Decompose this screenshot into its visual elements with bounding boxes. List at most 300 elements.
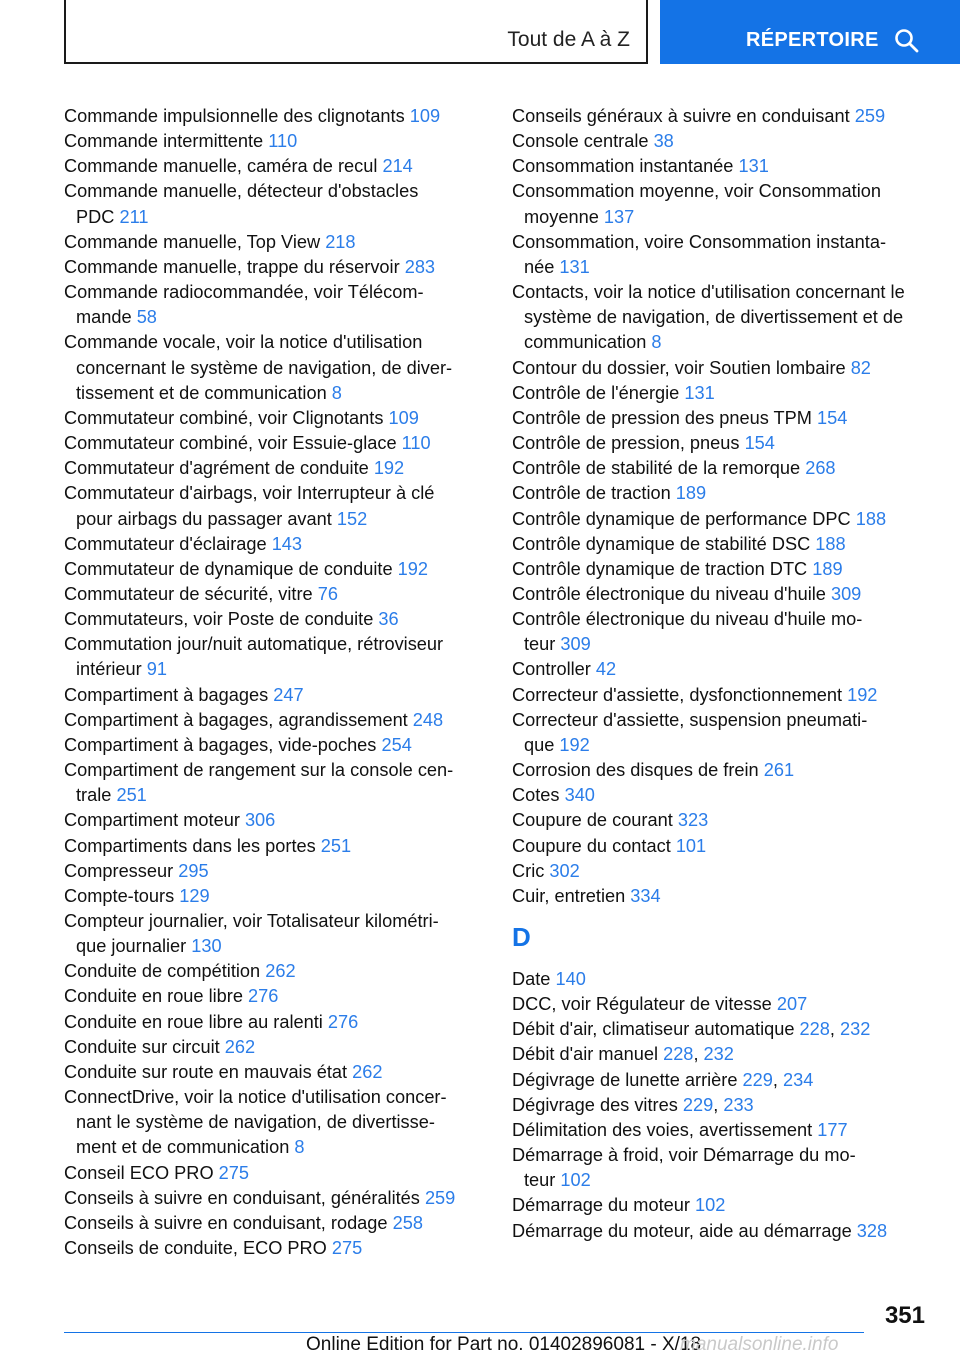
index-entry xyxy=(64,632,484,682)
index-entry xyxy=(64,582,484,607)
page-link[interactable]: 309 xyxy=(560,634,591,655)
index-entry-line xyxy=(64,557,484,582)
page-link[interactable]: 109 xyxy=(409,106,441,126)
index-entry-line xyxy=(512,255,932,280)
index-entry xyxy=(512,834,932,859)
index-entry-line xyxy=(512,507,932,532)
index-entry-line xyxy=(64,733,484,758)
index-entry-line xyxy=(64,456,484,481)
page-link[interactable]: 251 xyxy=(320,835,352,856)
page-link[interactable]: 91 xyxy=(146,659,168,680)
index-entry xyxy=(512,1093,932,1118)
page-link[interactable]: 275 xyxy=(218,1162,250,1183)
index-entry-line xyxy=(512,356,932,381)
index-term: Compresseur xyxy=(64,860,174,881)
index-entry xyxy=(512,1193,932,1218)
page-number: 351 xyxy=(884,1302,925,1329)
index-term: Contrôle de pression, pneus xyxy=(512,433,740,454)
page-link[interactable]: 207 xyxy=(776,994,808,1015)
page-link[interactable]: 192 xyxy=(847,684,878,705)
index-entry-line xyxy=(64,607,484,632)
index-term: Cotes xyxy=(512,785,560,806)
search-icon[interactable] xyxy=(894,28,920,54)
index-entry-line xyxy=(512,992,932,1017)
index-entry xyxy=(64,1161,484,1186)
edition-text: Online Edition for Part no. 01402896081 - X/18 xyxy=(306,1334,702,1355)
index-term: Commutateur de dynamique de conduite xyxy=(64,558,393,579)
tab-label: Tout de A à Z xyxy=(507,28,630,51)
index-entry-line xyxy=(512,967,932,992)
index-term: Débit d'air, climatiseur automatique xyxy=(512,1019,795,1040)
index-entry xyxy=(512,884,932,909)
index-term: Commande manuelle, trappe du réservoir xyxy=(64,256,400,277)
index-entry-line xyxy=(64,884,484,909)
index-term: Consommation, voire Consommation instanta- xyxy=(512,231,887,252)
index-term: Cuir, entretien xyxy=(512,885,626,906)
page-link[interactable]: 302 xyxy=(549,860,580,881)
index-entry-line xyxy=(64,481,484,506)
page-link[interactable]: 192 xyxy=(373,458,405,479)
index-term: Conseils de conduite, ECO PRO xyxy=(64,1238,327,1259)
index-term: Controller xyxy=(512,659,591,680)
page-link[interactable]: 189 xyxy=(675,483,707,504)
index-entry-line: Dégivrage de lunette arrière 229, 234 xyxy=(512,1069,814,1090)
index-entry-line xyxy=(64,1110,484,1135)
index-entry-line xyxy=(512,1143,932,1168)
page-link[interactable]: 131 xyxy=(738,156,769,177)
index-entry-line xyxy=(64,708,484,733)
page-link[interactable]: 189 xyxy=(812,558,843,579)
index-term: moyenne xyxy=(524,206,599,227)
index-term: Contrôle de pression des pneus TPM xyxy=(512,407,812,428)
index-entry-line xyxy=(512,532,932,557)
index-entry-line xyxy=(64,1010,484,1035)
index-entry xyxy=(512,406,932,431)
index-term: Commutateur combiné, voir Clignotants xyxy=(64,407,384,428)
page-link[interactable]: 234 xyxy=(782,1069,814,1090)
index-entry xyxy=(512,1042,932,1067)
index-term: pour airbags du passager avant xyxy=(76,508,332,529)
index-term: née xyxy=(524,256,555,277)
index-entry-line xyxy=(512,431,932,456)
index-term: PDC xyxy=(76,206,115,227)
index-entry-line xyxy=(512,683,932,708)
index-entry-line xyxy=(512,1168,932,1193)
page-link[interactable]: 275 xyxy=(331,1238,363,1259)
index-term: Contrôle dynamique de stabilité DSC xyxy=(512,533,811,554)
index-entry-line xyxy=(64,909,484,934)
index-term: Commande impulsionnelle des clignotants xyxy=(64,106,405,126)
index-entry-line xyxy=(64,934,484,959)
page-link[interactable]: 110 xyxy=(268,131,298,152)
index-entry xyxy=(512,607,932,657)
index-entry xyxy=(64,154,484,179)
index-entry xyxy=(512,507,932,532)
index-entry-line xyxy=(64,330,484,355)
index-entry xyxy=(512,456,932,481)
page-link[interactable]: 129 xyxy=(179,885,210,906)
page-link[interactable]: 259 xyxy=(854,106,886,126)
index-term: Contrôle de l'énergie xyxy=(512,382,680,403)
index-entry xyxy=(64,834,484,859)
index-entry xyxy=(512,582,932,607)
index-entry xyxy=(512,481,932,506)
index-term: Coupure du contact xyxy=(512,835,671,856)
index-term: Contrôle de stabilité de la remorque xyxy=(512,458,801,479)
index-entry-line xyxy=(64,632,484,657)
index-entry-line xyxy=(512,305,932,330)
index-entry-line xyxy=(64,532,484,557)
index-term: Contrôle électronique du niveau d'huile mo- xyxy=(512,609,863,630)
index-term: Date xyxy=(512,969,551,989)
index-term: Dégivrage de lunette arrière xyxy=(512,1069,738,1090)
index-entry-line xyxy=(64,1161,484,1186)
index-term: Démarrage du moteur xyxy=(512,1195,690,1216)
index-entry-line xyxy=(64,255,484,280)
index-term: Correcteur d'assiette, suspension pneumati- xyxy=(512,709,868,730)
index-term: Contrôle dynamique de performance DPC xyxy=(512,508,851,529)
index-entry xyxy=(64,1060,484,1085)
page-link[interactable]: 102 xyxy=(694,1195,726,1216)
index-entry xyxy=(512,758,932,783)
index-entry xyxy=(64,532,484,557)
index-entry-line xyxy=(512,834,932,859)
page-link[interactable]: 232 xyxy=(703,1044,734,1065)
index-entry xyxy=(64,431,484,456)
page-link[interactable]: 229 xyxy=(682,1094,714,1115)
index-term: Conseils à suivre en conduisant, rodage xyxy=(64,1212,388,1233)
index-entry xyxy=(64,179,484,229)
page-link[interactable]: 42 xyxy=(595,659,617,680)
page-link[interactable]: 251 xyxy=(116,785,147,806)
index-term: ConnectDrive, voir la notice d'utilisation concer- xyxy=(64,1087,447,1108)
index-entry-line xyxy=(512,129,932,154)
index-entry xyxy=(64,733,484,758)
index-term: Commande vocale, voir la notice d'utilisation xyxy=(64,332,423,353)
page-link[interactable]: 306 xyxy=(244,810,276,831)
index-entry xyxy=(512,1017,932,1042)
index-term: ment et de communication xyxy=(76,1137,290,1158)
index-entry xyxy=(512,104,932,129)
index-entry xyxy=(512,356,932,381)
page-link[interactable]: 218 xyxy=(325,231,356,252)
index-entry xyxy=(512,230,932,280)
section-letter: D xyxy=(512,922,531,952)
index-entry-line xyxy=(64,104,484,129)
index-term: Commutateurs, voir Poste de conduite xyxy=(64,609,374,630)
index-entry xyxy=(64,481,484,531)
index-entry xyxy=(64,859,484,884)
index-entry-line xyxy=(512,154,932,179)
index-entry xyxy=(512,808,932,833)
index-term: Consommation moyenne, voir Consommation xyxy=(512,181,881,202)
index-entry xyxy=(64,984,484,1009)
index-entry xyxy=(512,381,932,406)
page-link[interactable]: 58 xyxy=(136,307,157,328)
index-entry-line xyxy=(64,582,484,607)
index-term: Compartiment moteur xyxy=(64,810,240,831)
index-entry xyxy=(64,280,484,330)
index-term: Conseils à suivre en conduisant, généralités xyxy=(64,1187,420,1208)
index-entry xyxy=(64,1035,484,1060)
index-entry xyxy=(64,909,484,959)
page-link[interactable]: 295 xyxy=(178,860,209,881)
index-entry-line xyxy=(64,959,484,984)
index-term: Compartiments dans les portes xyxy=(64,835,316,856)
page-link[interactable]: 233 xyxy=(723,1094,754,1115)
tab-tout-de-a-a-z[interactable] xyxy=(64,0,648,64)
index-term: Conduite sur circuit xyxy=(64,1036,220,1057)
index-term: Console centrale xyxy=(512,131,649,152)
page-link[interactable]: 143 xyxy=(271,533,303,554)
index-entry-line xyxy=(64,758,484,783)
index-entry xyxy=(64,557,484,582)
index-term: Dégivrage des vitres xyxy=(512,1094,678,1115)
index-entry-line xyxy=(64,1060,484,1085)
index-term: Compartiment à bagages, vide-poches xyxy=(64,734,377,755)
page-link[interactable]: 229 xyxy=(742,1069,773,1090)
index-entry xyxy=(64,230,484,255)
index-entry-line xyxy=(512,104,932,129)
index-entry xyxy=(64,683,484,708)
index-term: Conduite en roue libre au ralenti xyxy=(64,1011,323,1032)
page-link[interactable]: 36 xyxy=(378,609,399,630)
page-link[interactable]: 140 xyxy=(555,969,586,989)
index-entry-line xyxy=(512,406,932,431)
index-entry xyxy=(512,1068,932,1093)
page-link[interactable]: 130 xyxy=(191,936,222,957)
index-entry xyxy=(512,129,932,154)
index-entry-line xyxy=(64,683,484,708)
index-entry-line xyxy=(512,179,932,204)
index-entry-line xyxy=(512,481,932,506)
index-entry-line xyxy=(512,657,932,682)
page-link[interactable]: 259 xyxy=(424,1187,456,1208)
index-entry xyxy=(512,708,932,758)
index-entry-line xyxy=(64,356,484,381)
page-link[interactable]: 211 xyxy=(119,206,149,227)
index-entry-line xyxy=(64,1085,484,1110)
index-entry-line xyxy=(512,456,932,481)
index-term: Correcteur d'assiette, dysfonctionnement xyxy=(512,684,843,705)
index-term: que xyxy=(524,734,555,755)
index-term: Contrôle dynamique de traction DTC xyxy=(512,558,808,579)
page-link[interactable]: 248 xyxy=(412,709,444,730)
page-link[interactable]: 228 xyxy=(799,1019,830,1040)
index-entry-line xyxy=(512,808,932,833)
index-term: Corrosion des disques de frein xyxy=(512,760,759,781)
page-link[interactable]: 262 xyxy=(265,961,296,982)
index-term: trale xyxy=(76,785,112,806)
page-link[interactable]: 334 xyxy=(630,885,661,906)
index-entry-line xyxy=(64,1211,484,1236)
index-term: que journalier xyxy=(76,936,187,957)
page-link[interactable]: 109 xyxy=(388,407,419,428)
index-term: Délimitation des voies, avertissement xyxy=(512,1119,813,1140)
footer-divider xyxy=(64,1332,864,1333)
index-entry-line xyxy=(64,1035,484,1060)
index-entry-line: Débit d'air manuel 228, 232 xyxy=(512,1044,734,1065)
page-link[interactable]: 276 xyxy=(248,986,279,1007)
index-entry-line xyxy=(512,381,932,406)
index-term: Contrôle de traction xyxy=(512,483,671,504)
page-link[interactable]: 101 xyxy=(675,835,707,856)
index-term: Débit d'air manuel xyxy=(512,1044,659,1065)
index-entry xyxy=(64,330,484,405)
index-entry-line xyxy=(64,1135,484,1160)
page-link[interactable]: 309 xyxy=(830,583,862,604)
index-entry xyxy=(512,154,932,179)
page-link[interactable]: 82 xyxy=(850,357,871,378)
index-term: Compartiment de rangement sur la console cen- xyxy=(64,760,454,781)
page-link[interactable]: 328 xyxy=(856,1220,888,1241)
page-link[interactable]: 192 xyxy=(397,558,429,579)
index-entry-line xyxy=(512,1118,932,1143)
index-entry-line xyxy=(512,607,932,632)
index-entry-line xyxy=(64,1186,484,1211)
index-term: Commande manuelle, détecteur d'obstacles xyxy=(64,181,419,202)
page-link[interactable]: 102 xyxy=(560,1170,591,1191)
index-entry xyxy=(512,1219,932,1244)
page-link[interactable]: 8 xyxy=(651,332,662,353)
tab-label: RÉPERTOIRE xyxy=(746,29,879,51)
page-link[interactable]: 131 xyxy=(559,256,590,277)
index-entry-line xyxy=(64,381,484,406)
page-link[interactable]: 228 xyxy=(663,1044,694,1065)
index-entry-line xyxy=(64,431,484,456)
page-link[interactable]: 177 xyxy=(817,1119,848,1140)
index-term: Compartiment à bagages xyxy=(64,684,269,705)
index-term: Compartiment à bagages, agrandissement xyxy=(64,709,408,730)
index-entry-line xyxy=(512,330,932,355)
index-entry xyxy=(64,255,484,280)
tab-repertoire[interactable] xyxy=(660,0,960,64)
page-link[interactable]: 188 xyxy=(855,508,887,529)
index-term: Coupure de courant xyxy=(512,810,673,831)
index-entry-line xyxy=(64,129,484,154)
index-entry xyxy=(64,884,484,909)
page-link[interactable]: 38 xyxy=(653,131,674,152)
index-column-right xyxy=(512,104,932,1244)
index-entry-line xyxy=(64,280,484,305)
page-link[interactable]: 258 xyxy=(392,1212,423,1233)
index-entry-line xyxy=(64,154,484,179)
page-link[interactable]: 214 xyxy=(382,156,413,177)
index-entry xyxy=(64,1186,484,1211)
page-link[interactable]: 262 xyxy=(352,1061,383,1082)
index-term: Commande intermittente xyxy=(64,131,264,152)
index-term: Commutateur d'airbags, voir Interrupteur à clé xyxy=(64,483,435,504)
page-link[interactable]: 154 xyxy=(744,433,775,454)
index-term: communication xyxy=(524,332,647,353)
index-term: Compteur journalier, voir Totalisateur kilométri- xyxy=(64,911,439,931)
index-entry xyxy=(512,859,932,884)
index-entry-line xyxy=(64,657,484,682)
watermark: manualsonline.info xyxy=(680,1334,839,1355)
index-entry-line xyxy=(512,582,932,607)
index-term: teur xyxy=(524,634,556,655)
index-entry xyxy=(512,431,932,456)
index-entry-line xyxy=(64,305,484,330)
index-term: Contrôle électronique du niveau d'huile xyxy=(512,583,826,604)
index-entry-line: Débit d'air, climatiseur automatique 228, 232 xyxy=(512,1019,871,1040)
page-link[interactable]: 268 xyxy=(805,458,836,479)
index-entry xyxy=(512,1143,932,1193)
page-link[interactable]: 283 xyxy=(404,256,436,277)
index-term: Conduite en roue libre xyxy=(64,986,243,1007)
index-term: Commutateur de sécurité, vitre xyxy=(64,583,313,604)
page-link[interactable]: 254 xyxy=(381,734,412,755)
index-term: Commutateur combiné, voir Essuie-glace xyxy=(64,433,397,454)
index-term: Conseils généraux à suivre en conduisant xyxy=(512,106,850,126)
index-term: Conduite sur route en mauvais état xyxy=(64,1061,348,1082)
page-link[interactable]: 110 xyxy=(401,433,431,454)
index-entry xyxy=(512,992,932,1017)
index-term: Contacts, voir la notice d'utilisation concernant le xyxy=(512,282,905,303)
page-link[interactable]: 261 xyxy=(763,760,795,781)
index-term: Commutateur d'agrément de conduite xyxy=(64,458,369,479)
index-entry xyxy=(64,607,484,632)
index-entry xyxy=(512,783,932,808)
page-link[interactable]: 192 xyxy=(559,734,590,755)
index-entry xyxy=(512,1118,932,1143)
index-entry-line xyxy=(64,783,484,808)
index-entry-line xyxy=(64,834,484,859)
index-entry xyxy=(64,808,484,833)
index-column-left xyxy=(64,104,484,1261)
index-entry xyxy=(512,967,932,992)
index-entry xyxy=(64,1211,484,1236)
index-entry-line xyxy=(512,280,932,305)
index-term: DCC, voir Régulateur de vitesse xyxy=(512,994,772,1015)
page-link[interactable]: 152 xyxy=(336,508,368,529)
page-link[interactable]: 262 xyxy=(224,1036,256,1057)
page-link[interactable]: 323 xyxy=(677,810,709,831)
index-entry-line xyxy=(512,632,932,657)
index-entry-line xyxy=(64,507,484,532)
page-link[interactable]: 8 xyxy=(331,382,342,403)
index-entry-line xyxy=(512,205,932,230)
index-entry-line xyxy=(512,557,932,582)
page-link[interactable]: 76 xyxy=(317,583,338,604)
index-entry xyxy=(64,959,484,984)
page-link[interactable]: 247 xyxy=(273,684,304,705)
page-link[interactable]: 131 xyxy=(684,382,715,403)
index-term: Conduite de compétition xyxy=(64,961,261,982)
index-entry-line xyxy=(64,179,484,204)
index-term: Cric xyxy=(512,860,545,881)
page-link[interactable]: 8 xyxy=(294,1137,305,1158)
index-term: Démarrage du moteur, aide au démarrage xyxy=(512,1220,852,1241)
index-term: Consommation instantanée xyxy=(512,156,734,177)
index-entry-line xyxy=(512,758,932,783)
index-entry-line xyxy=(512,1219,932,1244)
index-term: Conseil ECO PRO xyxy=(64,1162,214,1183)
page-link[interactable]: 137 xyxy=(603,206,635,227)
index-entry-line xyxy=(64,406,484,431)
page-link[interactable]: 232 xyxy=(840,1019,871,1040)
index-entry-line xyxy=(512,783,932,808)
page-link[interactable]: 154 xyxy=(817,407,848,428)
page-link[interactable]: 188 xyxy=(815,533,846,554)
page-link[interactable]: 276 xyxy=(327,1011,359,1032)
index-term: mande xyxy=(76,307,132,328)
page-link[interactable]: 340 xyxy=(564,785,595,806)
index-entry xyxy=(64,456,484,481)
index-term: concernant le système de navigation, de diver- xyxy=(76,357,453,378)
index-entry xyxy=(512,657,932,682)
index-entry-line: Dégivrage des vitres 229, 233 xyxy=(512,1094,754,1115)
